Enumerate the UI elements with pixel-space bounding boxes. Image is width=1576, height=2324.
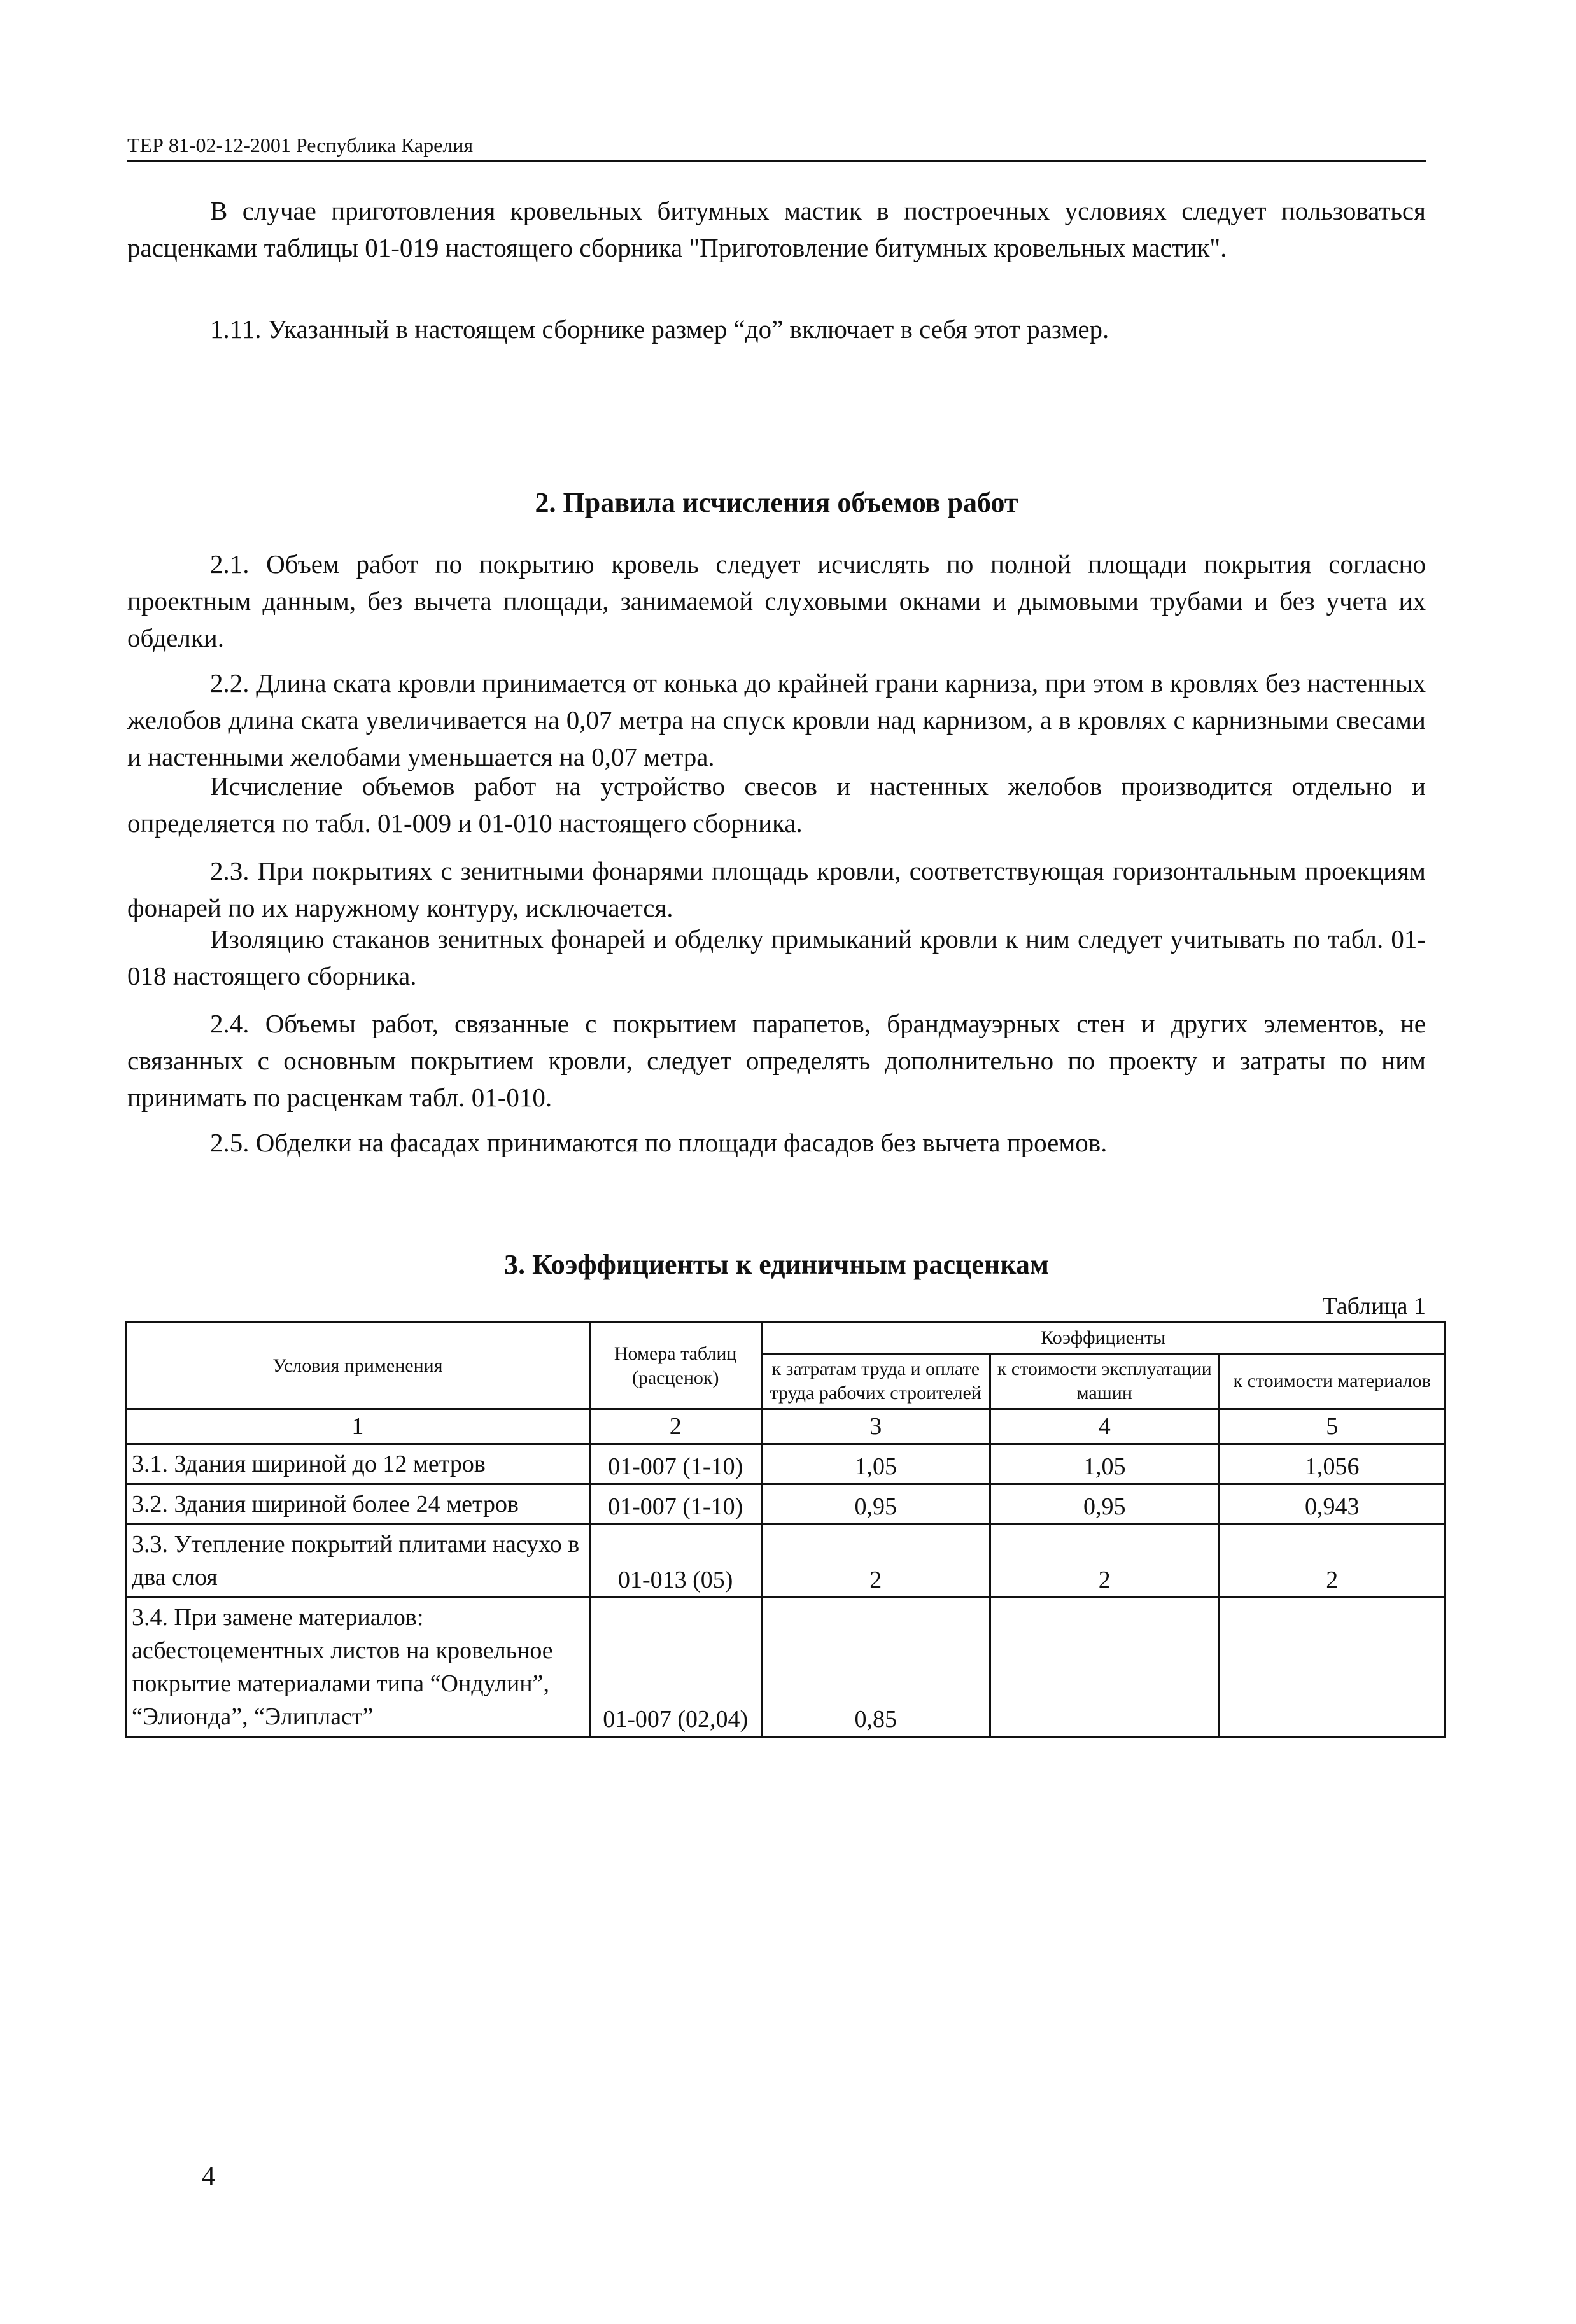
header-materials: к стоимости материалов bbox=[1219, 1354, 1446, 1409]
materials-cell bbox=[1219, 1598, 1446, 1737]
index-cell: 1 bbox=[126, 1409, 590, 1444]
index-cell: 2 bbox=[589, 1409, 761, 1444]
paragraph-2-2-continued: Исчисление объемов работ на устройство свесов и настенных желобов производится отдельно и определяется по табл. 01-009 и 01-010 настоящего сборника. bbox=[127, 771, 1426, 838]
paragraph-2-5: 2.5. Обделки на фасадах принимаются по площади фасадов без вычета проемов. bbox=[210, 1128, 1108, 1157]
materials-cell: 2 bbox=[1219, 1525, 1446, 1598]
labor-cell: 0,95 bbox=[761, 1484, 990, 1525]
page-number: 4 bbox=[202, 2162, 215, 2191]
section-3-title: 3. Коэффициенты к единичным расценкам bbox=[504, 1249, 1049, 1280]
materials-cell: 1,056 bbox=[1219, 1444, 1446, 1484]
tables-cell: 01-007 (1-10) bbox=[589, 1444, 761, 1484]
table-row bbox=[126, 1598, 1446, 1737]
running-header: ТЕР 81-02-12-2001 Республика Карелия bbox=[127, 132, 1426, 162]
table-row bbox=[126, 1484, 1446, 1525]
condition-cell: 3.1. Здания шириной до 12 метров bbox=[126, 1444, 590, 1484]
header-machines: к стоимости эксплуатации машин bbox=[990, 1354, 1219, 1409]
paragraph-2-3: 2.3. При покрытиях с зенитными фонарями площадь кровли, соответствующая горизонтальным проекциям фонарей по их наружному контуру, исключается. bbox=[127, 856, 1426, 922]
condition-cell: 3.4. При замене материалов: асбестоцементных листов на кровельное покрытие материалами типа “Ондулин”, “Элионда”, “Элипласт” bbox=[126, 1598, 590, 1737]
table-label: Таблица 1 bbox=[1322, 1293, 1426, 1320]
index-cell: 5 bbox=[1219, 1409, 1446, 1444]
table-row bbox=[126, 1444, 1446, 1484]
paragraph-2-3-continued: Изоляцию стаканов зенитных фонарей и обделку примыканий кровли к ним следует учитывать по табл. 01-018 настоящего сборника. bbox=[127, 924, 1426, 990]
table-row bbox=[126, 1525, 1446, 1598]
paragraph-intro: В случае приготовления кровельных битумных мастик в построечных условиях следует пользоваться расценками таблицы 01-019 настоящего сборника "Приготовление битумных кровельных мастик". bbox=[127, 196, 1426, 262]
machines-cell bbox=[990, 1598, 1219, 1737]
machines-cell: 2 bbox=[990, 1525, 1219, 1598]
paragraph-2-2: 2.2. Длина ската кровли принимается от конька до крайней грани карниза, при этом в кровлях без настенных желобов длина ската увеличивается на 0,07 метра на спуск кровли над карнизом, а в кровлях с карнизными свесами и настенными желобами уменьшается на 0,07 метра. bbox=[127, 668, 1426, 771]
materials-cell: 0,943 bbox=[1219, 1484, 1446, 1525]
tables-cell: 01-007 (02,04) bbox=[589, 1598, 761, 1737]
condition-cell: 3.2. Здания шириной более 24 метров bbox=[126, 1484, 590, 1525]
paragraph-2-1: 2.1. Объем работ по покрытию кровель следует исчислять по полной площади покрытия согласно проектным данным, без вычета площади, занимаемой слуховыми окнами и дымовыми трубами и без учета их обделки. bbox=[127, 549, 1426, 652]
tables-cell: 01-013 (05) bbox=[589, 1525, 761, 1598]
coefficients-table bbox=[125, 1321, 1446, 1738]
tables-cell: 01-007 (1-10) bbox=[589, 1484, 761, 1525]
header-conditions: Условия применения bbox=[126, 1323, 590, 1409]
table-index-row bbox=[126, 1409, 1446, 1444]
header-labor: к затратам труда и оплате труда рабочих строителей bbox=[761, 1354, 990, 1409]
index-cell: 4 bbox=[990, 1409, 1219, 1444]
table-header-row bbox=[126, 1323, 1446, 1354]
machines-cell: 1,05 bbox=[990, 1444, 1219, 1484]
section-2-title: 2. Правила исчисления объемов работ bbox=[535, 487, 1018, 518]
labor-cell: 1,05 bbox=[761, 1444, 990, 1484]
header-tables: Номера таблиц (расценок) bbox=[589, 1323, 761, 1409]
index-cell: 3 bbox=[761, 1409, 990, 1444]
labor-cell: 0,85 bbox=[761, 1598, 990, 1737]
paragraph-1-11: 1.11. Указанный в настоящем сборнике размер “до” включает в себя этот размер. bbox=[210, 314, 1109, 344]
condition-cell: 3.3. Утепление покрытий плитами насухо в два слоя bbox=[126, 1525, 590, 1598]
paragraph-2-4: 2.4. Объемы работ, связанные с покрытием парапетов, брандмауэрных стен и других элементов, не связанных с основным покрытием кровли, следует определять дополнительно по проекту и затраты по ним принимать по расценкам табл. 01-010. bbox=[127, 1009, 1426, 1112]
machines-cell: 0,95 bbox=[990, 1484, 1219, 1525]
labor-cell: 2 bbox=[761, 1525, 990, 1598]
header-coefficients: Коэффициенты bbox=[761, 1323, 1445, 1354]
